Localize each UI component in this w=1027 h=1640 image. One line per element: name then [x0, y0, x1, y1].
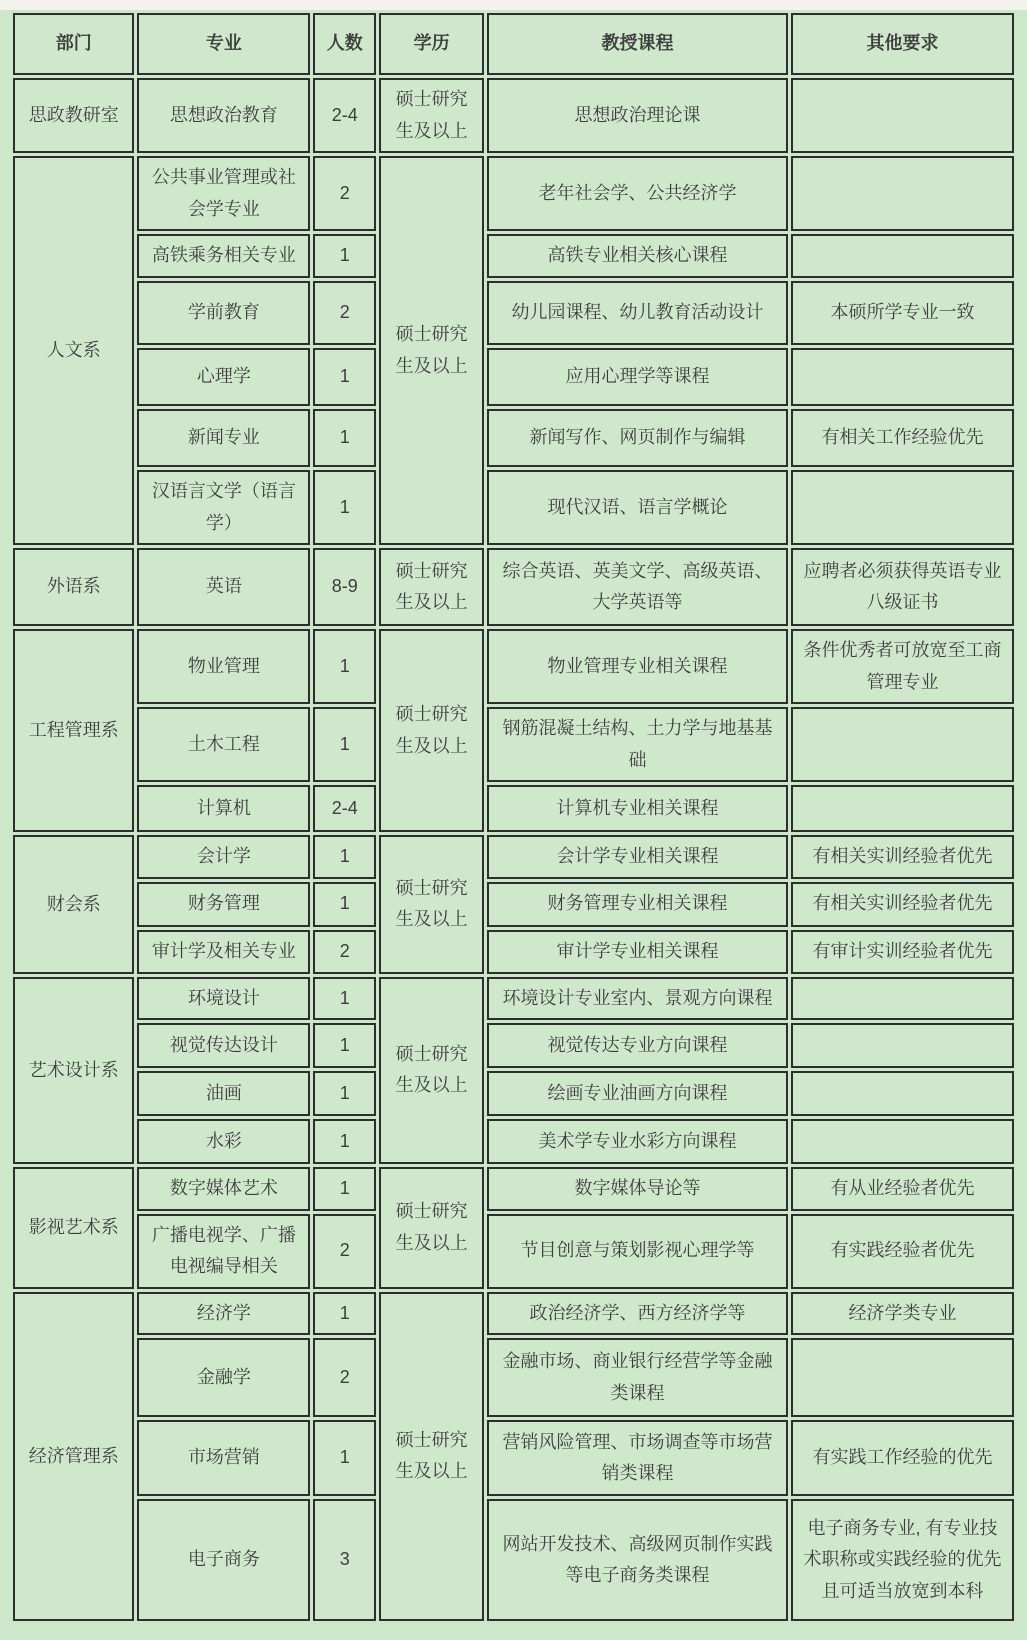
- table-row: [13, 785, 1014, 832]
- count-cell: 2-4: [313, 785, 376, 832]
- courses-cell: 节目创意与策划影视心理学等: [487, 1214, 788, 1289]
- requirements-cell: 有相关实训经验者优先: [791, 882, 1014, 927]
- education-cell: 硕士研究生及以上: [379, 548, 483, 626]
- table-body: [13, 78, 1014, 1621]
- department-cell: 影视艺术系: [13, 1167, 134, 1289]
- requirements-cell: [791, 78, 1014, 153]
- major-cell: 心理学: [137, 348, 310, 406]
- courses-cell: 综合英语、英美文学、高级英语、大学英语等: [487, 548, 788, 626]
- count-cell: 1: [313, 234, 376, 278]
- major-cell: 汉语言文学（语言学）: [137, 470, 310, 545]
- table-row: [13, 548, 1014, 626]
- count-cell: 1: [313, 470, 376, 545]
- col-header-count: 人数: [313, 13, 376, 75]
- count-cell: 1: [313, 1119, 376, 1164]
- count-cell: 2: [313, 1338, 376, 1417]
- count-cell: 2-4: [313, 78, 376, 153]
- requirements-cell: 有实践经验者优先: [791, 1214, 1014, 1289]
- photo-top-strip: [0, 0, 1027, 10]
- major-cell: 审计学及相关专业: [137, 930, 310, 974]
- requirements-cell: 有相关实训经验者优先: [791, 835, 1014, 879]
- major-cell: 高铁乘务相关专业: [137, 234, 310, 278]
- courses-cell: 金融市场、商业银行经营学等金融类课程: [487, 1338, 788, 1417]
- table-row: [13, 1214, 1014, 1289]
- major-cell: 财务管理: [137, 882, 310, 927]
- table-row: [13, 1071, 1014, 1116]
- courses-cell: 思想政治理论课: [487, 78, 788, 153]
- major-cell: 油画: [137, 1071, 310, 1116]
- requirements-cell: 有从业经验者优先: [791, 1167, 1014, 1211]
- department-cell: 工程管理系: [13, 629, 134, 832]
- count-cell: 1: [313, 1023, 376, 1068]
- department-cell: 经济管理系: [13, 1292, 134, 1622]
- count-cell: 8-9: [313, 548, 376, 626]
- table-row: [13, 977, 1014, 1021]
- education-cell: 硕士研究生及以上: [379, 1167, 483, 1289]
- col-header-major: 专业: [137, 13, 310, 75]
- requirements-cell: 条件优秀者可放宽至工商管理专业: [791, 629, 1014, 704]
- major-cell: 新闻专业: [137, 409, 310, 467]
- count-cell: 1: [313, 707, 376, 782]
- table-header-row: [13, 13, 1014, 75]
- requirements-cell: [791, 1119, 1014, 1164]
- table-row: [13, 1292, 1014, 1336]
- major-cell: 广播电视学、广播电视编导相关: [137, 1214, 310, 1289]
- courses-cell: 网站开发技术、高级网页制作实践等电子商务类课程: [487, 1499, 788, 1621]
- table-row: [13, 78, 1014, 153]
- table-row: [13, 707, 1014, 782]
- count-cell: 1: [313, 629, 376, 704]
- requirements-cell: [791, 785, 1014, 832]
- table-row: [13, 930, 1014, 974]
- education-cell: 硕士研究生及以上: [379, 629, 483, 832]
- courses-cell: 审计学专业相关课程: [487, 930, 788, 974]
- courses-cell: 美术学专业水彩方向课程: [487, 1119, 788, 1164]
- courses-cell: 会计学专业相关课程: [487, 835, 788, 879]
- count-cell: 3: [313, 1499, 376, 1621]
- major-cell: 土木工程: [137, 707, 310, 782]
- major-cell: 学前教育: [137, 281, 310, 345]
- table-row: [13, 882, 1014, 927]
- courses-cell: 视觉传达专业方向课程: [487, 1023, 788, 1068]
- department-cell: 艺术设计系: [13, 977, 134, 1165]
- count-cell: 2: [313, 156, 376, 231]
- department-cell: 思政教研室: [13, 78, 134, 153]
- col-header-education: 学历: [379, 13, 483, 75]
- courses-cell: 计算机专业相关课程: [487, 785, 788, 832]
- courses-cell: 政治经济学、西方经济学等: [487, 1292, 788, 1336]
- education-cell: 硕士研究生及以上: [379, 1292, 483, 1622]
- count-cell: 1: [313, 409, 376, 467]
- major-cell: 物业管理: [137, 629, 310, 704]
- courses-cell: 绘画专业油画方向课程: [487, 1071, 788, 1116]
- requirements-cell: [791, 707, 1014, 782]
- count-cell: 1: [313, 1167, 376, 1211]
- col-header-requirements: 其他要求: [791, 13, 1014, 75]
- requirements-cell: [791, 234, 1014, 278]
- table-row: [13, 1023, 1014, 1068]
- requirements-cell: [791, 1338, 1014, 1417]
- count-cell: 1: [313, 882, 376, 927]
- courses-cell: 新闻写作、网页制作与编辑: [487, 409, 788, 467]
- count-cell: 1: [313, 835, 376, 879]
- count-cell: 1: [313, 977, 376, 1021]
- department-cell: 财会系: [13, 835, 134, 974]
- courses-cell: 物业管理专业相关课程: [487, 629, 788, 704]
- table-row: [13, 348, 1014, 406]
- courses-cell: 现代汉语、语言学概论: [487, 470, 788, 545]
- major-cell: 数字媒体艺术: [137, 1167, 310, 1211]
- major-cell: 思想政治教育: [137, 78, 310, 153]
- major-cell: 水彩: [137, 1119, 310, 1164]
- table-row: [13, 1167, 1014, 1211]
- major-cell: 会计学: [137, 835, 310, 879]
- requirements-cell: [791, 156, 1014, 231]
- department-cell: 外语系: [13, 548, 134, 626]
- courses-cell: 应用心理学等课程: [487, 348, 788, 406]
- education-cell: 硕士研究生及以上: [379, 78, 483, 153]
- courses-cell: 环境设计专业室内、景观方向课程: [487, 977, 788, 1021]
- requirements-cell: 本硕所学专业一致: [791, 281, 1014, 345]
- table-row: [13, 629, 1014, 704]
- table-row: [13, 1338, 1014, 1417]
- courses-cell: 高铁专业相关核心课程: [487, 234, 788, 278]
- education-cell: 硕士研究生及以上: [379, 835, 483, 974]
- major-cell: 经济学: [137, 1292, 310, 1336]
- table-row: [13, 156, 1014, 231]
- major-cell: 计算机: [137, 785, 310, 832]
- table-row: [13, 835, 1014, 879]
- courses-cell: 财务管理专业相关课程: [487, 882, 788, 927]
- courses-cell: 数字媒体导论等: [487, 1167, 788, 1211]
- table-row: [13, 1499, 1014, 1621]
- education-cell: 硕士研究生及以上: [379, 156, 483, 545]
- major-cell: 视觉传达设计: [137, 1023, 310, 1068]
- count-cell: 1: [313, 348, 376, 406]
- requirements-cell: [791, 1071, 1014, 1116]
- requirements-cell: 有相关工作经验优先: [791, 409, 1014, 467]
- requirements-cell: [791, 348, 1014, 406]
- requirements-cell: 应聘者必须获得英语专业八级证书: [791, 548, 1014, 626]
- major-cell: 市场营销: [137, 1420, 310, 1496]
- count-cell: 1: [313, 1292, 376, 1336]
- table-row: [13, 234, 1014, 278]
- major-cell: 电子商务: [137, 1499, 310, 1621]
- count-cell: 2: [313, 930, 376, 974]
- major-cell: 环境设计: [137, 977, 310, 1021]
- requirements-cell: [791, 1023, 1014, 1068]
- count-cell: 2: [313, 281, 376, 345]
- education-cell: 硕士研究生及以上: [379, 977, 483, 1165]
- col-header-department: 部门: [13, 13, 134, 75]
- table-row: [13, 1119, 1014, 1164]
- major-cell: 公共事业管理或社会学专业: [137, 156, 310, 231]
- courses-cell: 老年社会学、公共经济学: [487, 156, 788, 231]
- requirements-cell: 经济学类专业: [791, 1292, 1014, 1336]
- count-cell: 1: [313, 1071, 376, 1116]
- requirements-cell: [791, 977, 1014, 1021]
- table-row: [13, 1420, 1014, 1496]
- col-header-courses: 教授课程: [487, 13, 788, 75]
- recruitment-table: [10, 10, 1017, 1624]
- department-cell: 人文系: [13, 156, 134, 545]
- requirements-cell: [791, 470, 1014, 545]
- table-row: [13, 470, 1014, 545]
- count-cell: 2: [313, 1214, 376, 1289]
- table-row: [13, 281, 1014, 345]
- courses-cell: 营销风险管理、市场调查等市场营销类课程: [487, 1420, 788, 1496]
- count-cell: 1: [313, 1420, 376, 1496]
- courses-cell: 钢筋混凝土结构、土力学与地基基础: [487, 707, 788, 782]
- requirements-cell: 有实践工作经验的优先: [791, 1420, 1014, 1496]
- courses-cell: 幼儿园课程、幼儿教育活动设计: [487, 281, 788, 345]
- requirements-cell: 电子商务专业, 有专业技术职称或实践经验的优先且可适当放宽到本科: [791, 1499, 1014, 1621]
- table-row: [13, 409, 1014, 467]
- requirements-cell: 有审计实训经验者优先: [791, 930, 1014, 974]
- major-cell: 英语: [137, 548, 310, 626]
- major-cell: 金融学: [137, 1338, 310, 1417]
